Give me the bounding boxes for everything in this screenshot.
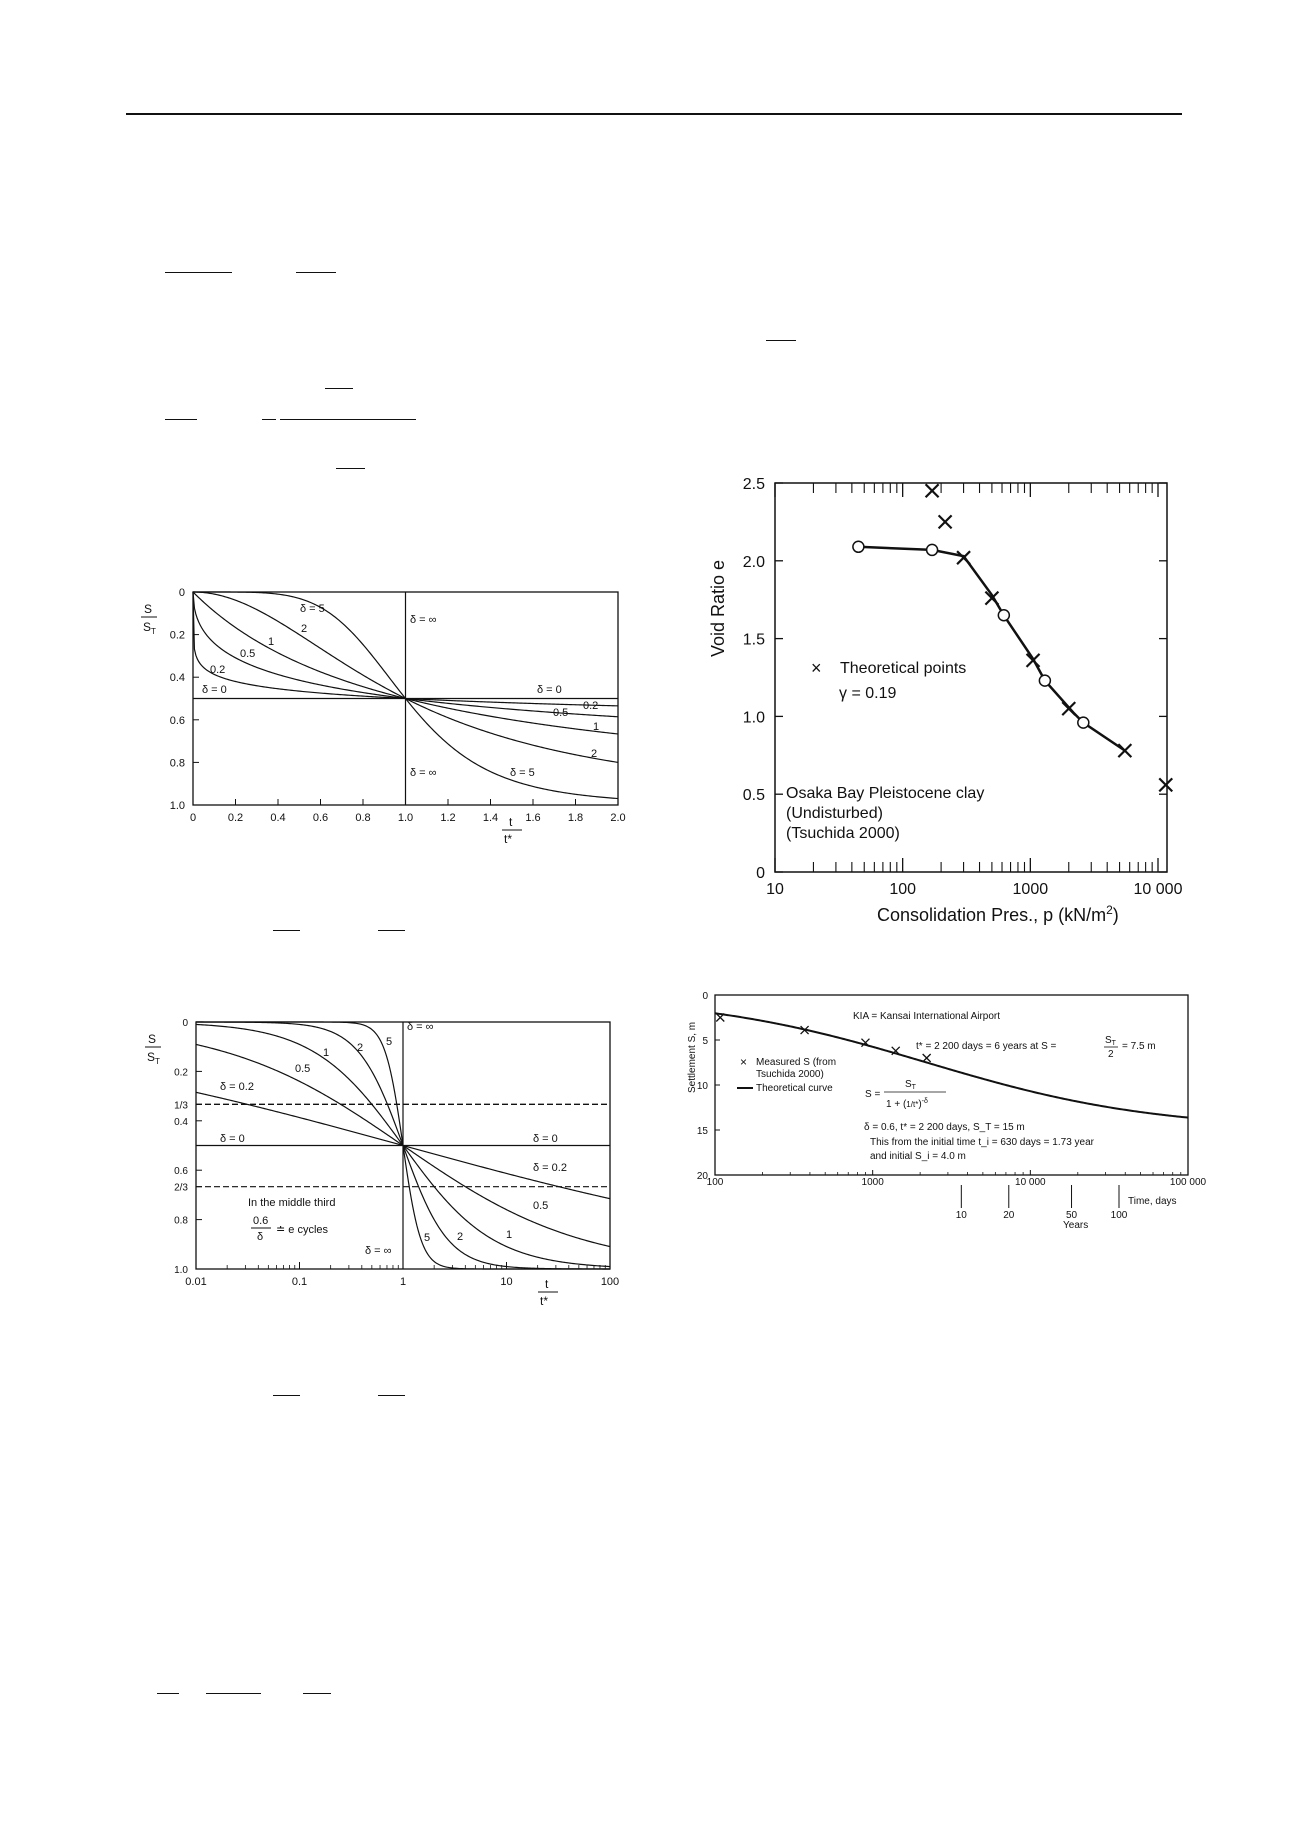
y-tick-label: 0 — [182, 1018, 188, 1029]
series-label: 2 — [457, 1231, 464, 1243]
series-label: 2 — [301, 623, 308, 635]
years-tick-label: 100 — [1110, 1210, 1128, 1221]
initial-note: This from the initial time t_i = 630 days = 1.73 year — [870, 1137, 1094, 1148]
x-tick-label: 100 — [889, 881, 917, 898]
years-tick-label: 10 — [955, 1210, 967, 1221]
legend-measured: Tsuchida 2000) — [756, 1069, 824, 1080]
series-label: δ = 0.2 — [220, 1081, 254, 1093]
series-label: δ = 5 — [510, 767, 535, 779]
y-axis-label-den: $S_T$ — [147, 1050, 160, 1066]
series-label: 1 — [323, 1047, 330, 1059]
x-tick-label: 0.8 — [355, 812, 371, 824]
annotation-middle-third: In the middle third — [248, 1197, 336, 1209]
y-tick-label: 1.0 — [169, 800, 185, 812]
series-label: 0.2 — [210, 664, 226, 676]
x-tick-label: 10 000 — [1015, 1177, 1046, 1188]
t-star-frac-den: 2 — [1108, 1049, 1114, 1060]
x-tick-label: 1.6 — [525, 812, 541, 824]
x-tick-label: 0.1 — [291, 1276, 308, 1288]
annotation-cycles: ≐ e cycles — [276, 1224, 329, 1236]
x-axis-label-den: t* — [540, 1294, 549, 1308]
series-label: 0.5 — [295, 1063, 311, 1075]
y-axis-label-num: S — [144, 602, 153, 616]
x-tick-label: 1.0 — [397, 812, 414, 824]
x-axis-label-num: t — [509, 815, 513, 829]
t-star-note: t* = 2 200 days = 6 years at S = — [916, 1041, 1057, 1052]
x-tick-label: 1000 — [861, 1177, 884, 1188]
x-axis-label: Time, days — [1128, 1196, 1177, 1207]
x-tick-label: 0.6 — [312, 812, 329, 824]
series-label: δ = ∞ — [410, 767, 437, 779]
y-tick-label: 2.5 — [742, 476, 765, 493]
x-tick-label: 100 000 — [1169, 1177, 1207, 1188]
x-tick-label: 0 — [189, 812, 197, 824]
caption-line: (Tsuchida 2000) — [786, 825, 900, 842]
series-label: δ = ∞ — [410, 614, 437, 626]
series-label: 1 — [506, 1229, 513, 1241]
x-tick-label: 10 000 — [1133, 881, 1183, 898]
series-label: δ = ∞ — [365, 1245, 392, 1257]
formula-den: $1 + (1/t*)^{-\delta}$ — [886, 1098, 928, 1110]
y-tick-label: 1.0 — [174, 1265, 188, 1276]
series-label: 0.5 — [553, 707, 569, 719]
y-tick-label: 0 — [702, 991, 708, 1002]
legend-marker: × — [740, 1055, 748, 1069]
annotation-frac-den: δ — [257, 1231, 264, 1243]
y-tick-label: 0.8 — [174, 1215, 188, 1227]
x-axis-label: Consolidation Pres., p $(kN/m^2)$ — [877, 903, 1119, 925]
gamma-text: γ = 0.19 — [839, 685, 897, 702]
series-label: 2 — [357, 1042, 364, 1054]
series-label: 0.5 — [533, 1200, 549, 1212]
y-axis-label: Settlement S, m — [687, 1021, 698, 1093]
y-tick-label: 0 — [756, 865, 765, 882]
data-point-cross — [923, 1054, 931, 1062]
series-label: 1 — [268, 636, 275, 648]
caption-line: (Undisturbed) — [786, 805, 883, 822]
t-star-value: = 7.5 m — [1122, 1041, 1156, 1052]
x-tick-label: 100 — [600, 1276, 620, 1288]
x-tick-label: 2.0 — [610, 812, 626, 824]
legend-measured: Measured S (from — [756, 1057, 837, 1068]
annotation-frac-num: 0.6 — [253, 1215, 269, 1227]
series-label: δ = 0 — [202, 684, 227, 696]
y-tick-label: 1/3 — [174, 1100, 188, 1112]
caption-line: Osaka Bay Pleistocene clay — [786, 785, 985, 802]
series-label: δ = 0 — [220, 1133, 245, 1145]
y-tick-label: 0.8 — [169, 757, 185, 770]
legend-text: Theoretical points — [840, 660, 967, 677]
y-tick-label: 5 — [702, 1036, 708, 1047]
series-label: δ = 0 — [533, 1133, 558, 1145]
y-tick-label: 0.5 — [742, 787, 765, 805]
series-label: δ = 0.2 — [533, 1162, 567, 1174]
y-tick-label: 2.0 — [742, 553, 765, 571]
x-tick-label: 0.4 — [270, 812, 286, 824]
x-tick-label: 10 — [500, 1276, 513, 1288]
series-label: 1 — [593, 721, 600, 733]
x-tick-label: 10 — [766, 881, 784, 898]
x-tick-label: 1.2 — [440, 812, 456, 824]
x-axis-label-den: t* — [504, 832, 513, 846]
y-tick-label: 0.6 — [174, 1166, 188, 1178]
x-tick-label: 1.8 — [567, 812, 584, 824]
y-axis-label: Void Ratio e — [708, 559, 728, 657]
series-label: δ = 0 — [537, 684, 562, 696]
x-tick-label: 100 — [706, 1177, 724, 1188]
y-axis-label-den: $S_T$ — [143, 620, 156, 636]
years-tick-label: 20 — [1003, 1210, 1015, 1221]
legend-marker: × — [811, 658, 822, 678]
x-tick-label: 0.2 — [227, 812, 244, 824]
series-label: 0.2 — [583, 700, 599, 712]
initial-note: and initial S_i = 4.0 m — [870, 1151, 966, 1162]
legend-theoretical: Theoretical curve — [756, 1083, 833, 1094]
series-label: δ = ∞ — [407, 1021, 434, 1033]
y-tick-label: 20 — [696, 1171, 708, 1182]
y-tick-label: 2/3 — [174, 1182, 188, 1194]
y-tick-label: 0.4 — [174, 1116, 188, 1128]
x-tick-label: 0.01 — [185, 1276, 207, 1288]
x-axis-label-num: t — [545, 1277, 549, 1291]
years-label: Years — [1063, 1220, 1089, 1231]
series-label: 0.5 — [240, 648, 256, 660]
x-tick-label: 1.4 — [482, 812, 499, 824]
series-label: 2 — [591, 748, 598, 760]
y-tick-label: 0.6 — [169, 714, 185, 727]
title-note: KIA = Kansai International Airport — [853, 1011, 1001, 1022]
t-star-frac-num: $S_T$ — [1105, 1035, 1116, 1047]
formula-num: $S_T$ — [905, 1079, 916, 1091]
y-tick-label: 1.0 — [742, 709, 765, 727]
y-tick-label: 0.2 — [169, 629, 185, 642]
y-tick-label: 1.5 — [742, 631, 765, 649]
years-tick-label: 50 — [1065, 1210, 1078, 1221]
x-tick-label: 1000 — [1012, 881, 1049, 898]
y-tick-label: 15 — [696, 1126, 708, 1137]
series-label: 5 — [386, 1036, 393, 1048]
y-tick-label: 0 — [178, 587, 185, 599]
params-note: δ = 0.6, t* = 2 200 days, S_T = 15 m — [864, 1122, 1025, 1133]
y-tick-label: 0.4 — [169, 672, 185, 685]
formula-lhs: S = — [865, 1089, 881, 1100]
y-axis-label-num: S — [148, 1032, 157, 1046]
series-label: δ = 5 — [300, 603, 325, 615]
series-label: 5 — [424, 1232, 431, 1244]
y-tick-label: 10 — [696, 1081, 708, 1092]
x-tick-label: 1 — [399, 1276, 407, 1288]
y-tick-label: 0.2 — [174, 1067, 188, 1079]
